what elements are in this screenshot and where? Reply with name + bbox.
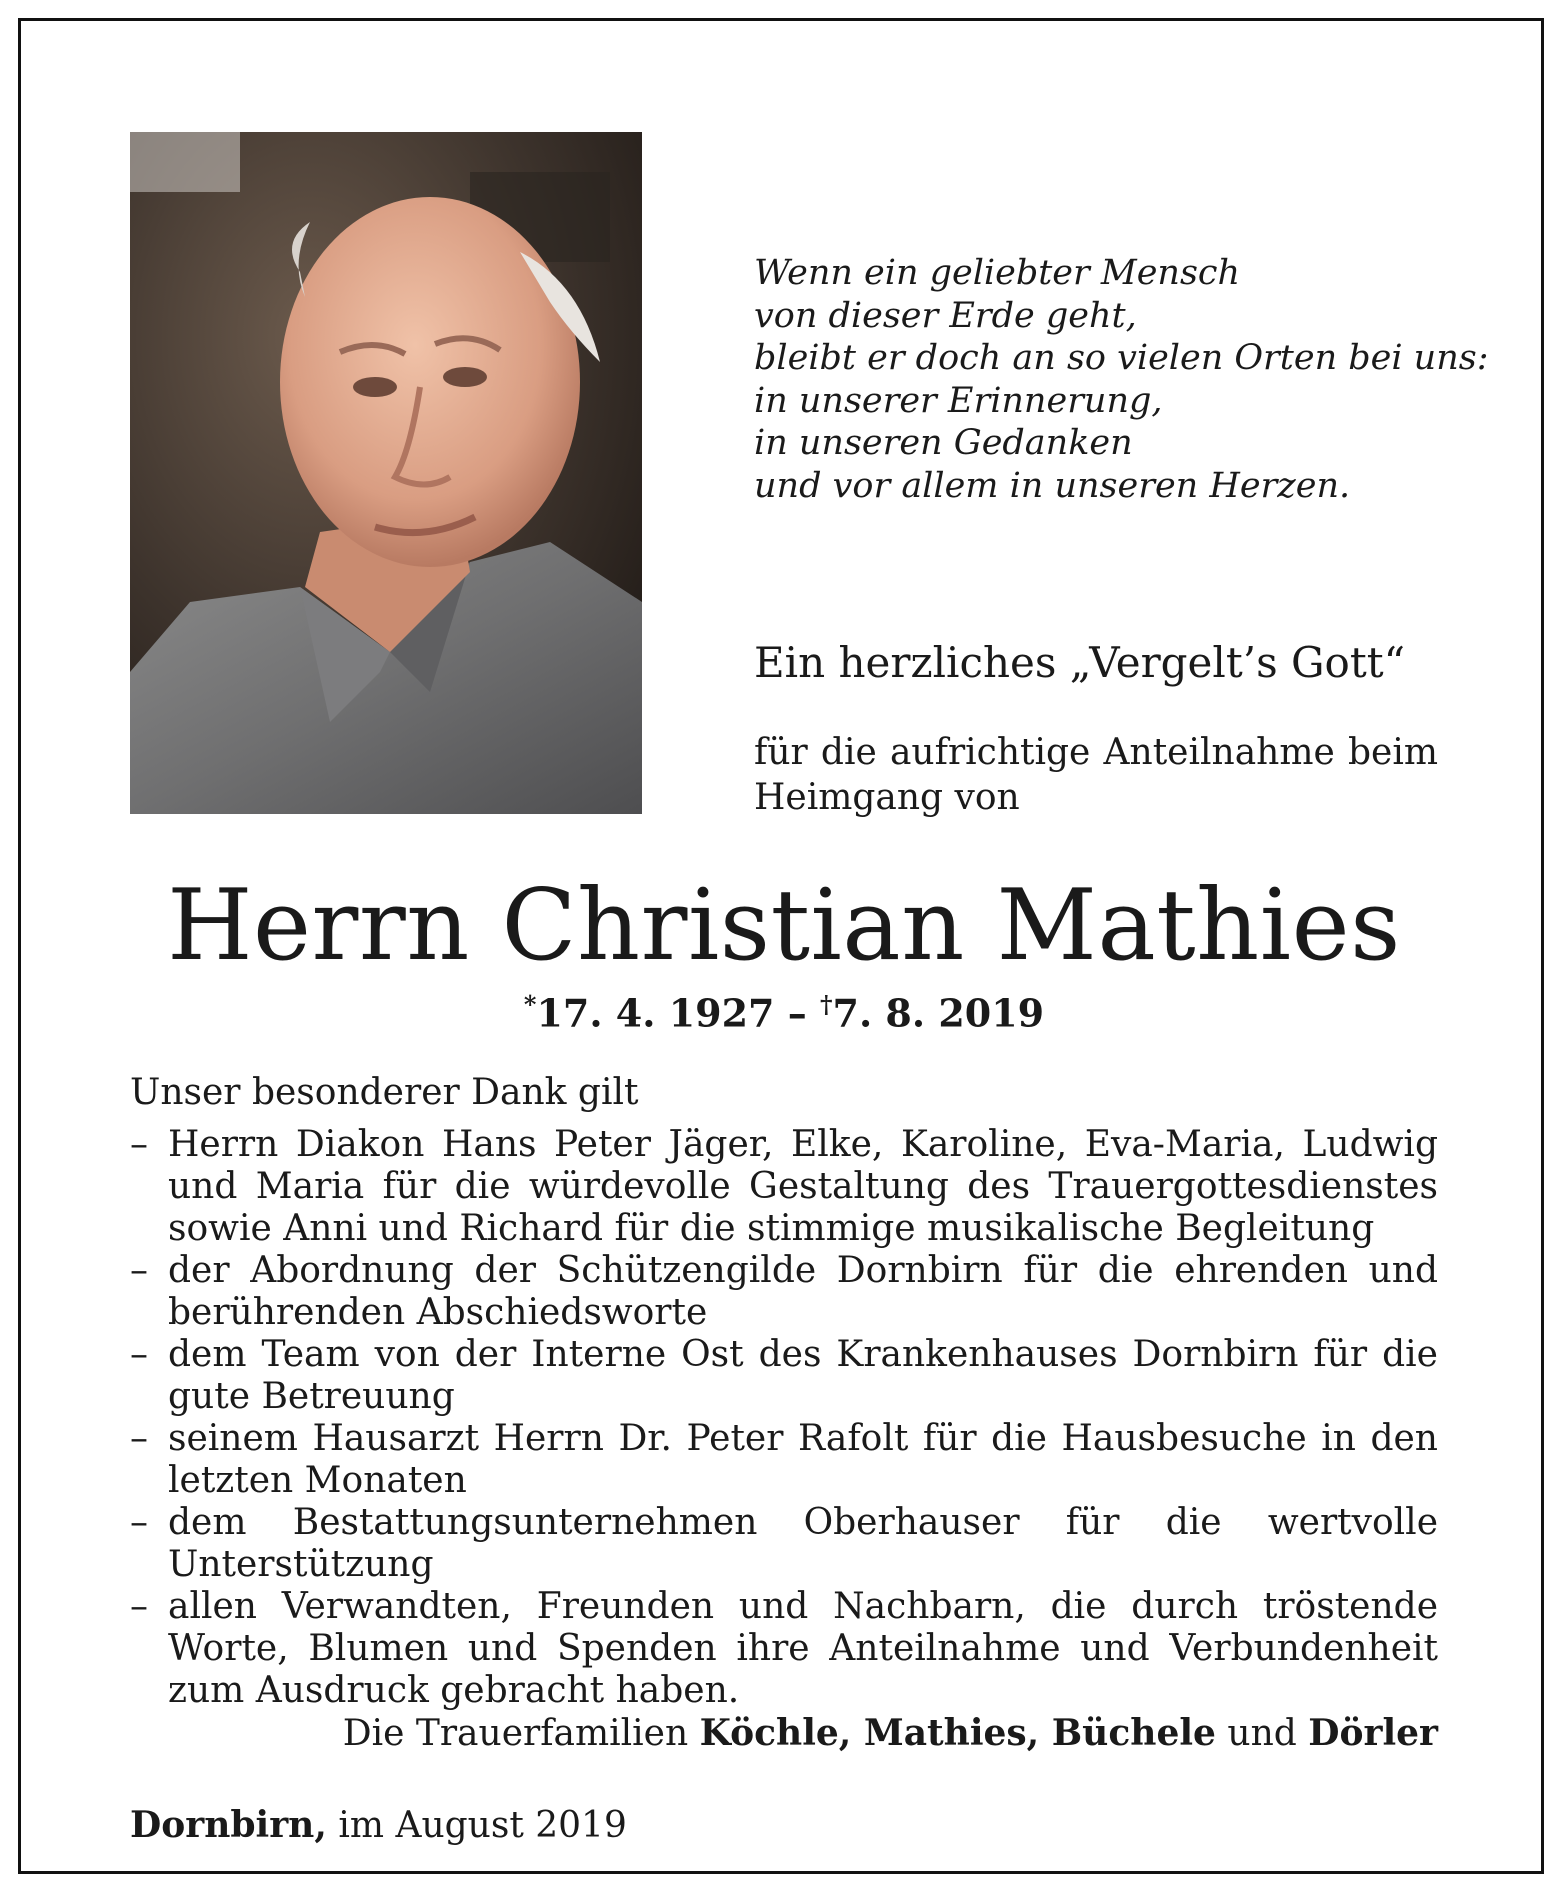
- birth-date: 17. 4. 1927: [536, 990, 775, 1036]
- thanks-list: [130, 1124, 1438, 1712]
- date-separator: –: [774, 990, 820, 1036]
- intro-line-2: Heimgang von: [754, 777, 1020, 818]
- list-item: – dem Team von der Interne Ost des Krankenhauses Dornbirn für die gute Betreuung: [130, 1334, 1438, 1418]
- poem-line: in unseren Gedanken: [754, 423, 1133, 463]
- intro-line-1: [754, 730, 1438, 775]
- list-item: – seinem Hausarzt Herrn Dr. Peter Rafolt für die Hausbesuche in den letzten Monaten: [130, 1418, 1438, 1502]
- intro-word: beim: [1347, 732, 1438, 773]
- intro-text: [754, 730, 1438, 820]
- intro-word: aufrichtige: [889, 732, 1091, 773]
- thanks-intro: Unser besonderer Dank gilt: [130, 1072, 639, 1113]
- poem-line: bleibt er doch an so vielen Orten bei uns:: [754, 338, 1489, 378]
- place-city: Dornbirn,: [130, 1804, 327, 1846]
- mourning-families: [343, 1712, 1438, 1754]
- list-item: – dem Bestattungsunternehmen Oberhauser für die wertvolle Unterstützung: [130, 1502, 1438, 1586]
- death-date: 7. 8. 2019: [832, 990, 1045, 1036]
- deceased-name: Herrn Christian Mathies: [167, 869, 1401, 983]
- birth-symbol: *: [523, 990, 537, 1019]
- death-symbol: †: [819, 990, 833, 1019]
- list-item: – Herrn Diakon Hans Peter Jäger, Elke, Karoline, Eva-Maria, Ludwig und Maria für die würdevolle Gestaltung des Trauergottesdienstes sowie Anni und Richard für die stimmige musikalische Begleitung: [130, 1124, 1438, 1250]
- thanks-heading: Ein herzliches „Vergelt’s Gott“: [754, 638, 1406, 687]
- memorial-poem: [754, 252, 1489, 507]
- place-month: im August 2019: [326, 1805, 627, 1846]
- families-last: Dörler: [1308, 1712, 1438, 1754]
- families-conj: und: [1215, 1713, 1309, 1754]
- poem-line: und vor allem in unseren Herzen.: [754, 465, 1351, 506]
- intro-word: Anteilnahme: [1103, 732, 1335, 773]
- families-prefix: Die Trauerfamilien: [342, 1713, 700, 1754]
- intro-word: die: [820, 732, 877, 773]
- list-item: – der Abordnung der Schützengilde Dornbirn für die ehrenden und berührenden Abschiedsworte: [130, 1250, 1438, 1334]
- portrait-photo: [130, 132, 642, 814]
- intro-word: für: [754, 732, 808, 773]
- poem-line: von dieser Erde geht,: [754, 295, 1137, 336]
- place-date: [130, 1804, 627, 1846]
- life-dates: [0, 990, 1568, 1036]
- families-names: Köchle, Mathies, Büchele: [699, 1712, 1216, 1754]
- poem-line: Wenn ein geliebter Mensch: [754, 253, 1241, 293]
- list-item: – allen Verwandten, Freunden und Nachbarn, die durch tröstende Worte, Blumen und Spenden ihre Anteilnahme und Verbundenheit zum Ausdruck gebracht haben.: [130, 1586, 1438, 1712]
- poem-line: in unserer Erinnerung,: [754, 380, 1163, 421]
